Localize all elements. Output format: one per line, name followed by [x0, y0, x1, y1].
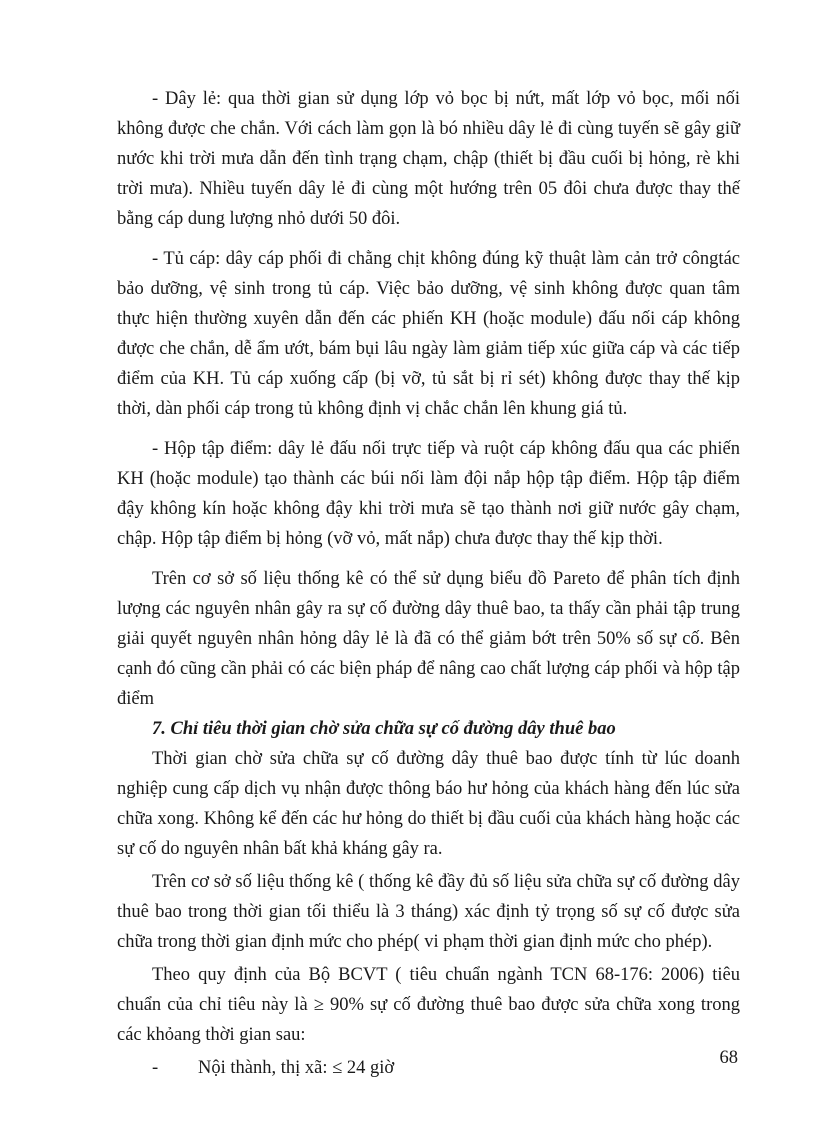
paragraph-hop-tap-diem: - Hộp tập điểm: dây lẻ đấu nối trực tiếp và ruột cáp không đấu qua các phiến KH (hoặc module) tạo thành các búi nối làm đội nắp hộp tập điểm. Hộp tập điểm đậy không kín hoặc không đậy khi trời mưa sẽ tạo thành nơi giữ nước gây chạm, chập. Hộp tập điểm bị hỏng (vỡ vỏ, mất nắp) chưa được thay thế kịp thời. [117, 439, 740, 549]
paragraph-tu-cap: - Tủ cáp: dây cáp phối đi chằng chịt không đúng kỹ thuật làm cản trở côngtác bảo dưỡng, vệ sinh trong tủ cáp. Việc bảo dưỡng, vệ sinh không được quan tâm thực hiện thường xuyên dẫn đến các phiến KH (hoặc module) đấu nối cáp không được che chắn, dễ ẩm ướt, bám bụi lâu ngày làm giảm tiếp xúc giữa cáp và các tiếp điểm của KH. Tủ cáp xuống cấp (bị vỡ, tủ sắt bị rỉ sét) không được thay thế kịp thời, dàn phối cáp trong tủ không định vị chắc chắn lên khung giá tủ. [117, 249, 740, 419]
paragraph-repair-time-definition: Thời gian chờ sửa chữa sự cố đường dây thuê bao được tính từ lúc doanh nghiệp cung cấp dịch vụ nhận được thông báo hư hỏng của khách hàng đến lúc sửa chữa xong. Không kể đến các hư hỏng do thiết bị đầu cuối của khách hàng hoặc các sự cố do nguyên nhân bất khả kháng gây ra. [117, 749, 740, 859]
paragraph-regulation: Theo quy định của Bộ BCVT ( tiêu chuẩn ngành TCN 68-176: 2006) tiêu chuẩn của chỉ tiêu này là ≥ 90% sự cố đường thuê bao được sửa chữa xong trong các khỏang thời gian sau: [117, 965, 740, 1045]
section-heading: 7. Chỉ tiêu thời gian chờ sửa chữa sự cố đường dây thuê bao [152, 719, 616, 739]
paragraph-day-le: - Dây lẻ: qua thời gian sử dụng lớp vỏ bọc bị nứt, mất lớp vỏ bọc, mối nối không được che chắn. Với cách làm gọn là bó nhiều dây lẻ đi cùng tuyến sẽ gây giữ nước khi trời mưa dẫn đến tình trạng chạm, chập (thiết bị đầu cuối bị hỏng, rè khi trời mưa). Nhiều tuyến dây lẻ đi cùng một hướng trên 05 đôi chưa được thay thế bằng cáp dung lượng nhỏ dưới 50 đôi. [117, 89, 740, 229]
paragraph-statistics: Trên cơ sở số liệu thống kê ( thống kê đầy đủ số liệu sửa chữa sự cố đường dây thuê bao trong thời gian tối thiểu là 3 tháng) xác định tỷ trọng số sự cố được sửa chữa trong thời gian định mức cho phép( vi phạm thời gian định mức cho phép). [117, 872, 740, 952]
page-content [117, 84, 740, 1083]
list-item [117, 1053, 740, 1083]
paragraph-pareto-analysis: Trên cơ sở số liệu thống kê có thể sử dụng biểu đồ Pareto để phân tích định lượng các nguyên nhân gây ra sự cố đường dây thuê bao, ta thấy cần phải tập trung giải quyết nguyên nhân hỏng dây lẻ là đã có thể giảm bớt trên 50% số sự cố. Bên cạnh đó cũng cần phải có các biện pháp để nâng cao chất lượng cáp phối và hộp tập điểm [117, 569, 740, 709]
bullet-dash: - [152, 1058, 159, 1078]
page-number: 68 [719, 1048, 738, 1068]
list-item-text: Nội thành, thị xã: ≤ 24 giờ [198, 1058, 395, 1078]
